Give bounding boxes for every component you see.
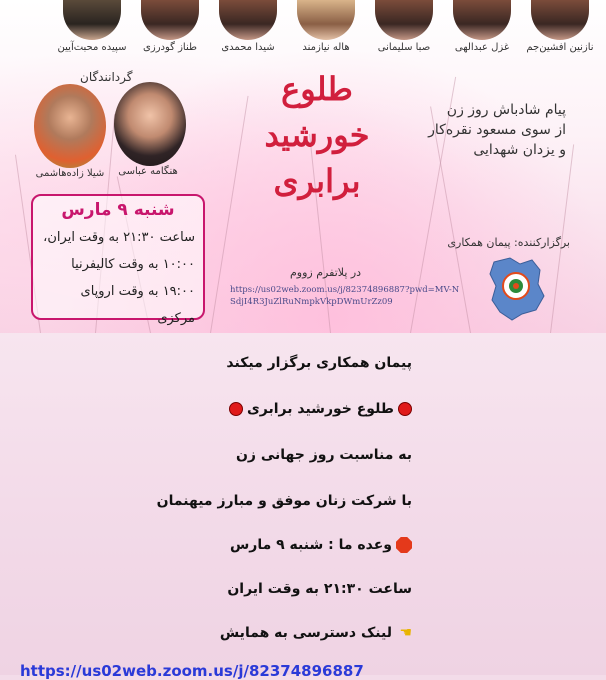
organizer-label: برگزارکننده: پیمان همکاری bbox=[447, 236, 570, 249]
event-poster bbox=[0, 0, 606, 333]
host-photo bbox=[114, 82, 186, 166]
guest-photo bbox=[141, 0, 199, 40]
title-line: خورشید bbox=[264, 116, 370, 154]
guest-name: هاله نیازمند bbox=[302, 42, 350, 53]
guest-card bbox=[524, 0, 596, 53]
guest-photo bbox=[531, 0, 589, 40]
octagon-icon bbox=[396, 537, 412, 553]
guest-card bbox=[134, 0, 206, 53]
host-name: شیلا زاده‌هاشمی bbox=[35, 168, 105, 179]
message-text: لینک دسترسی به همایش bbox=[219, 625, 392, 641]
guest-name: طناز گودرزی bbox=[143, 42, 197, 53]
red-circle-icon bbox=[398, 402, 412, 416]
greeting-message bbox=[366, 100, 566, 160]
guest-photo bbox=[375, 0, 433, 40]
event-title bbox=[252, 66, 382, 204]
guest-card bbox=[56, 0, 128, 53]
guest-card bbox=[368, 0, 440, 53]
message-text: به مناسبت روز جهانی زن bbox=[235, 447, 412, 463]
red-circle-icon bbox=[229, 402, 243, 416]
guest-photo bbox=[297, 0, 355, 40]
guest-photo bbox=[63, 0, 121, 40]
date-title: شنبه ۹ مارس bbox=[61, 200, 175, 220]
poster-zoom-link[interactable]: https://us02web.zoom.us/j/82374896887?pwd=MV-NSdjI4R3JuZlRuNmpkVkpDWmUrZz09 bbox=[230, 285, 460, 307]
guest-name: صبا سلیمانی bbox=[377, 42, 431, 53]
title-line: برابری bbox=[273, 162, 361, 200]
message-text-area bbox=[0, 333, 606, 675]
message-text: ساعت ۲۱:۳۰ به وقت ایران bbox=[227, 581, 412, 597]
message-line: و یزدان شهدایی bbox=[473, 142, 566, 158]
zoom-meeting-link[interactable]: https://us02web.zoom.us/j/82374896887 bbox=[20, 662, 364, 680]
guest-card bbox=[446, 0, 518, 53]
message-text: با شرکت زنان موفق و مبارز میهنمان bbox=[156, 493, 412, 509]
guest-row bbox=[0, 0, 606, 60]
iran-map-logo-icon bbox=[486, 256, 546, 322]
guest-name: نازنین افشین‌جم bbox=[526, 42, 594, 53]
time-line: ساعت ۲۱:۳۰ به وقت ایران، bbox=[43, 230, 195, 245]
platform-label: در پلاتفرم زووم bbox=[290, 266, 362, 279]
guest-photo bbox=[453, 0, 511, 40]
host-name: هنگامه عباسی bbox=[118, 166, 178, 177]
guest-photo bbox=[219, 0, 277, 40]
guest-card bbox=[290, 0, 362, 53]
message-line: پیام شادباش روز زن bbox=[446, 102, 566, 118]
message-text: وعده ما : شنبه ۹ مارس bbox=[229, 537, 392, 553]
host-photo bbox=[34, 84, 106, 168]
message-text: طلوع خورشید برابری bbox=[246, 401, 394, 417]
guest-name: غزل عبدالهی bbox=[454, 42, 510, 53]
guest-name: سپیده محبت‌آیین bbox=[57, 42, 127, 53]
title-line: طلوع bbox=[281, 70, 353, 108]
time-line: ۱۰:۰۰ به وقت کالیفرنیا bbox=[71, 257, 195, 272]
message-text: پیمان همکاری برگزار میکند bbox=[226, 355, 412, 371]
time-line: ۱۹:۰۰ به وقت اروپای مرکزی bbox=[80, 284, 195, 326]
date-box bbox=[31, 194, 205, 326]
guest-card bbox=[212, 0, 284, 53]
message-line: از سوی مسعود نقره‌کار bbox=[428, 122, 566, 138]
hosts-label: گردانندگان bbox=[80, 70, 133, 84]
pointing-hand-icon: ☚ bbox=[399, 625, 412, 641]
guest-name: شیدا محمدی bbox=[221, 42, 275, 53]
